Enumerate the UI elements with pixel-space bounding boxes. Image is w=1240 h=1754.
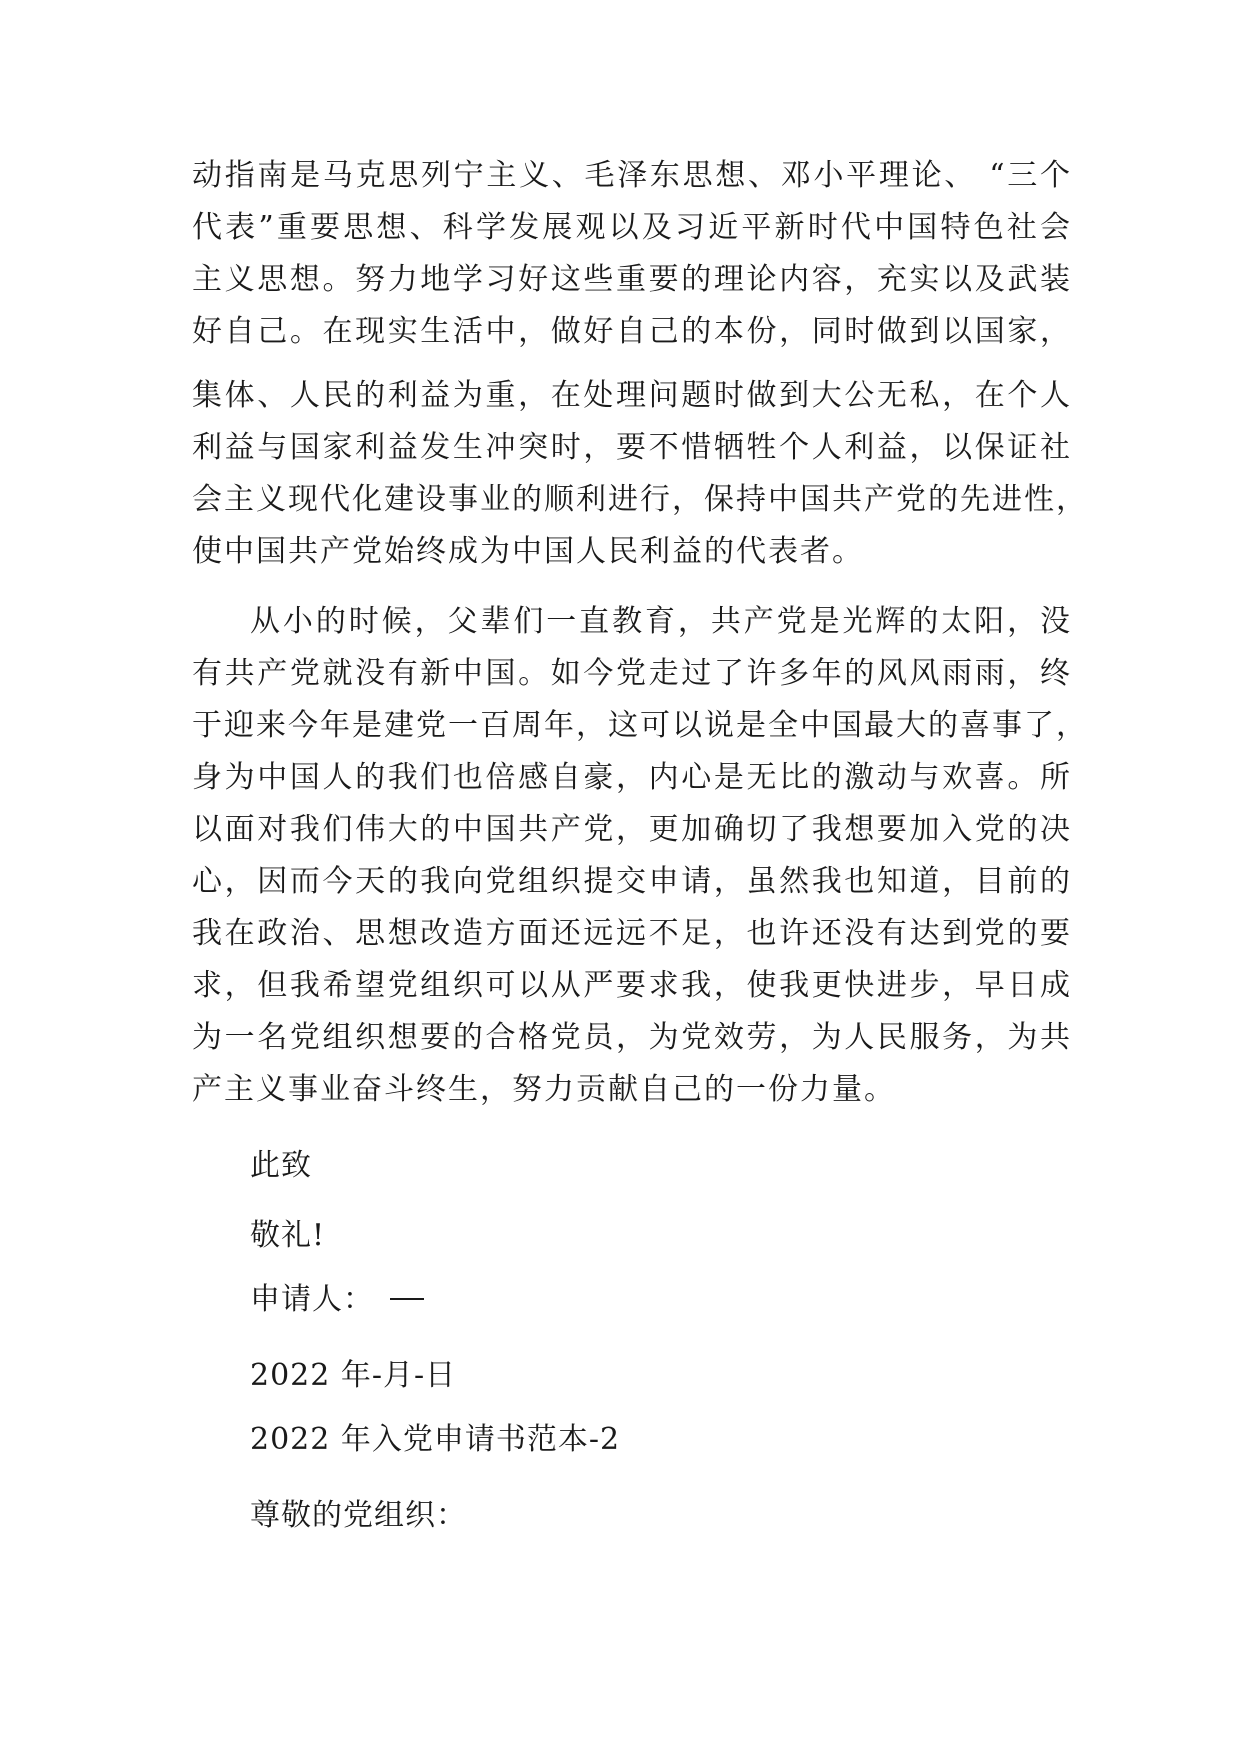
date-line: 2022 年-月-日 <box>250 1358 457 1393</box>
paragraph-line: 心，因而今天的我向党组织提交申请，虽然我也知道，目前的 <box>192 864 1072 899</box>
applicant-label: 申请人： <box>250 1282 374 1317</box>
document-body <box>192 150 1088 1542</box>
closing-regards: 敬礼! <box>250 1218 326 1253</box>
paragraph-line: 从小的时候，父辈们一直教育，共产党是光辉的太阳，没 <box>250 604 1072 639</box>
paragraph-line: 集体、人民的利益为重，在处理问题时做到大公无私，在个人 <box>192 378 1072 413</box>
paragraph-line: 我在政治、思想改造方面还远远不足，也许还没有达到党的要 <box>192 916 1072 951</box>
paragraph-continued <box>192 150 1088 578</box>
paragraph-line: 代表”重要思想、科学发展观以及习近平新时代中国特色社会 <box>192 210 1072 245</box>
paragraph-line: 于迎来今年是建党一百周年，这可以说是全中国最大的喜事了， <box>192 708 1088 743</box>
next-section-title: 2022 年入党申请书范本-2 <box>250 1422 621 1457</box>
paragraph-line: 使中国共产党始终成为中国人民利益的代表者。 <box>192 534 864 569</box>
paragraph-line: 动指南是马克思列宁主义、毛泽东思想、邓小平理论、 “三个 <box>192 158 1072 193</box>
paragraph-line: 有共产党就没有新中国。如今党走过了许多年的风风雨雨，终 <box>192 656 1072 691</box>
paragraph-line: 以面对我们伟大的中国共产党，更加确切了我想要加入党的决 <box>192 812 1072 847</box>
paragraph-line: 身为中国人的我们也倍感自豪，内心是无比的激动与欢喜。所 <box>192 760 1072 795</box>
paragraph-line: 利益与国家利益发生冲突时，要不惜牺牲个人利益，以保证社 <box>192 430 1072 465</box>
signature-blank <box>390 1298 424 1300</box>
applicant-line <box>192 1274 1072 1326</box>
paragraph-line: 产主义事业奋斗终生，努力贡献自己的一份力量。 <box>192 1072 896 1107</box>
closing-salutation: 此致 <box>250 1148 312 1183</box>
paragraph-childhood <box>192 596 1088 1116</box>
paragraph-line: 求，但我希望党组织可以从严要求我，使我更快进步，早日成 <box>192 968 1072 1003</box>
paragraph-line: 主义思想。努力地学习好这些重要的理论内容，充实以及武装 <box>192 262 1072 297</box>
paragraph-line: 会主义现代化建设事业的顺利进行，保持中国共产党的先进性， <box>192 482 1088 517</box>
greeting: 尊敬的党组织： <box>250 1498 467 1533</box>
paragraph-line: 好自己。在现实生活中，做好自己的本份，同时做到以国家， <box>192 314 1072 349</box>
paragraph-line: 为一名党组织想要的合格党员，为党效劳，为人民服务，为共 <box>192 1020 1072 1055</box>
